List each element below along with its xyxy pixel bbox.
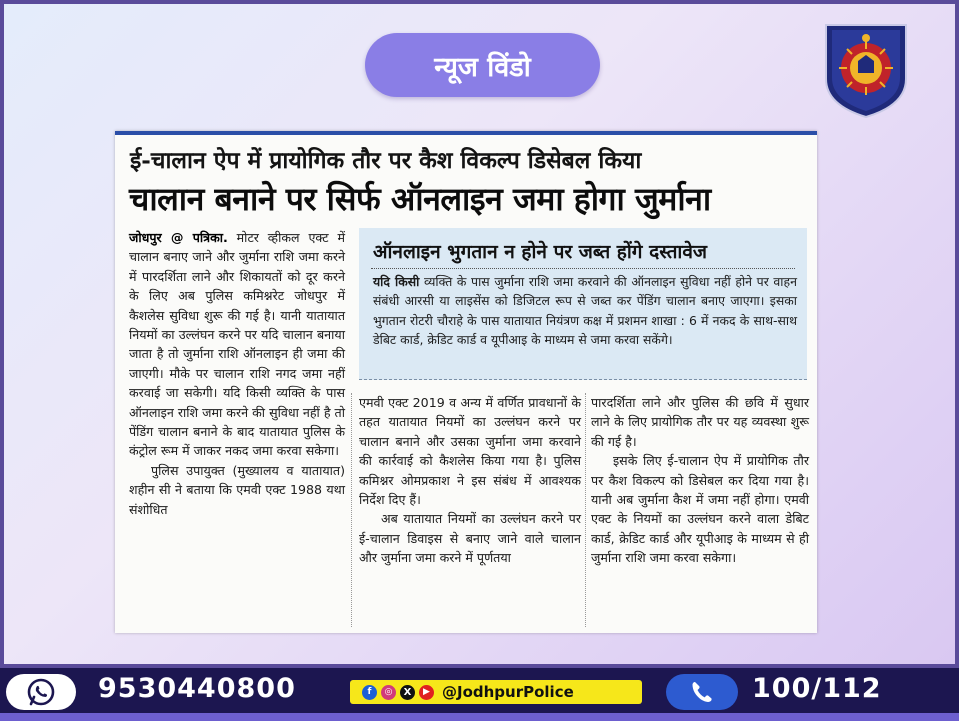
highlight-box-title: ऑनलाइन भुगतान न होने पर जब्त होंगे दस्तावेज [373, 241, 708, 263]
column-1-paragraph-2: पुलिस उपायुक्त (मुख्यालय व यातायात) शहीन सी ने बताया कि एमवी एक्ट 1988 यथा संशोधित [129, 462, 345, 517]
column-2-paragraph-1: एमवी एक्ट 2019 व अन्य में वर्णित प्रावधानों के तहत यातायात नियमों का उल्लंघन करने पर चालान बनाने और उसका जुर्माना जमा करवाने की कार्रवाई को कैशलेस किया गया है। पुलिस कमिश्नर ओमप्रकाश ने इस संबंध में आवश्यक निर्देश दिए हैं। [359, 395, 581, 508]
phone-glyph-icon [689, 679, 715, 705]
article-column-3 [591, 393, 809, 568]
article-column-1 [129, 228, 345, 519]
instagram-icon[interactable]: ◎ [381, 685, 396, 700]
column-1-paragraph-1: मोटर व्हीकल एक्ट में चालान बनाए जाने और जुर्माना राशि जमा करने में पारदर्शिता लाने और शिकायतों को दूर करने के लिए अब पुलिस कमिश्नरेट जोधपुर में कैशलेस सुविधा शुरू की गई है। यानी यातायात नियमों का उल्लंघन करने पर यदि चालान बनाया जाता है तो जुर्माना राशि ऑनलाइन ही जमा की जाएगी। मौके पर चालान राशि नगद जमा नहीं करवाई जा सकेगी। यदि किसी व्यक्ति के पास ऑनलाइन राशि जमा करने की सुविधा नहीं है तो पेंडिंग चालान बनाने के बाद यातायात पुलिस के कंट्रोल रूम में जाकर नकद जमा करवा सकेगा। [129, 230, 345, 459]
article-dateline: जोधपुर @ पत्रिका. [129, 230, 228, 245]
youtube-icon[interactable]: ▶ [419, 685, 434, 700]
column-3-paragraph-1: पारदर्शिता लाने और पुलिस की छवि में सुधार लाने के लिए प्रायोगिक तौर पर यह व्यवस्था शुरू की गई है। [591, 395, 809, 449]
column-2-paragraph-2: अब यातायात नियमों का उल्लंघन करने पर ई-चालान डिवाइस से बनाए जाने वाले चालान और जुर्माना जमा करने में पूर्णतया [359, 511, 581, 566]
contact-footer [0, 668, 959, 721]
phone-icon[interactable] [666, 674, 738, 710]
highlight-box-text: व्यक्ति के पास जुर्माना राशि जमा करवाने की ऑनलाइन सुविधा नहीं होने पर वाहन संबंधी आरसी या लाइसेंस को डिजिटल रूप से जब्त कर पेंडिंग चालान बनाए जाएगा। इसका भुगतान रोटरी चौराहे के पास यातायात नियंत्रण कक्ष में प्रशमन शाखा : 6 में नकद के साथ-साथ डेबिट कार्ड, क्रेडिट कार्ड व यूपीआइ के माध्यम से जमा करवा सकेंगे। [373, 274, 797, 348]
article-column-2 [359, 393, 581, 568]
whatsapp-number[interactable]: 9530440800 [98, 673, 296, 704]
x-twitter-icon[interactable]: X [400, 685, 415, 700]
column-divider [585, 393, 586, 627]
footer-accent-strip [0, 713, 959, 721]
article-headline: चालान बनाने पर सिर्फ ऑनलाइन जमा होगा जुर्माना [129, 180, 711, 218]
highlight-box [359, 228, 807, 380]
column-3-paragraph-2: इसके लिए ई-चालान ऐप में प्रायोगिक तौर पर कैश विकल्प को डिसेबल कर दिया गया है। यानी अब जुर्माना कैश में जमा नहीं होगा। एमवी एक्ट के नियमों का उल्लंघन करने वाला डेबिट कार्ड, क्रेडिट कार्ड और यूपीआइ के माध्यम से ही जुर्माना राशि जमा करवा सकेगा। [591, 453, 809, 566]
facebook-icon[interactable]: f [362, 685, 377, 700]
newspaper-clipping [115, 131, 817, 633]
article-subheadline: ई-चालान ऐप में प्रायोगिक तौर पर कैश विकल्प डिसेबल किया [130, 147, 642, 174]
column-divider [351, 393, 352, 627]
social-media-bar[interactable] [350, 680, 642, 704]
emergency-numbers[interactable]: 100/112 [752, 673, 882, 704]
clipping-top-rule [115, 131, 817, 135]
highlight-box-rule [371, 268, 795, 269]
social-handle[interactable]: @JodhpurPolice [442, 683, 574, 701]
highlight-box-lead: यदि किसी [373, 274, 420, 289]
whatsapp-glyph-icon [26, 677, 56, 707]
police-badge [820, 21, 912, 119]
whatsapp-icon[interactable] [6, 674, 76, 710]
highlight-box-body [373, 272, 797, 350]
police-commissionerate-emblem-icon [820, 21, 912, 119]
news-window-title: न्यूज विंडो [365, 33, 600, 97]
